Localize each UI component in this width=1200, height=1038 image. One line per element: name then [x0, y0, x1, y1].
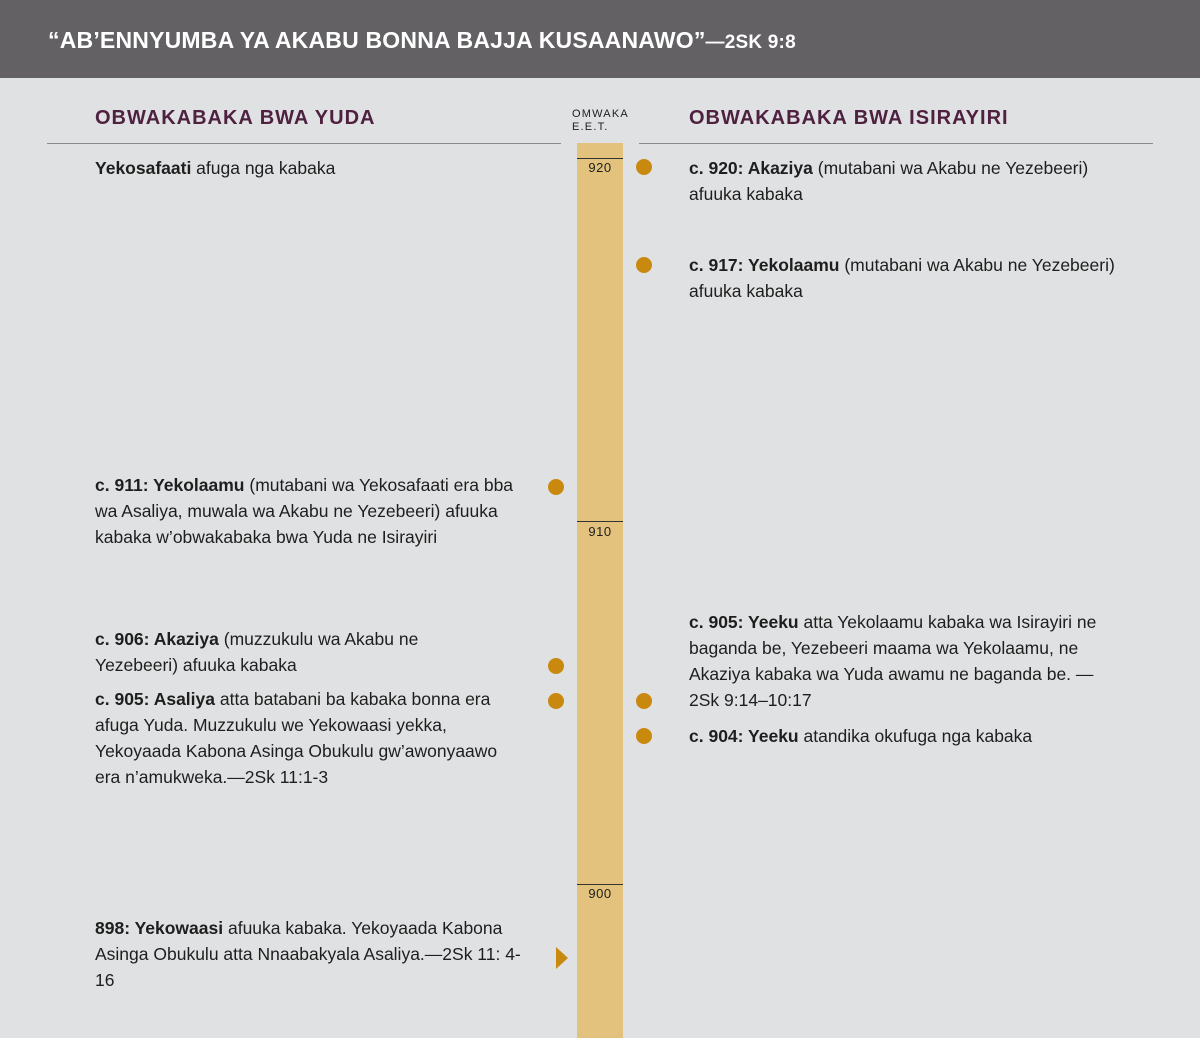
judah-heading: OBWAKABAKA BWA YUDA [95, 107, 376, 129]
title-reference: —2SK 9:8 [705, 32, 796, 53]
israel-event: c. 904: Yeeku atandika okufuga nga kabaka [689, 726, 1033, 746]
judah-event: c. 906: Akaziya (muzzukulu wa Akabu ne Yezebeeri) afuuka kabaka [95, 629, 419, 675]
tick-910 [577, 521, 623, 522]
right-divider [639, 143, 1153, 144]
marker-dot-israel-917 [636, 257, 652, 273]
title-text: “AB’ENNYUMBA YA AKABU BONNA BAJJA KUSAANAWO” [48, 27, 706, 53]
marker-arrow-judah-898 [556, 947, 568, 969]
judah-event: Yekosafaati afuga nga kabaka [95, 158, 336, 178]
marker-dot-israel-905 [636, 693, 652, 709]
year-axis-label [572, 108, 652, 134]
judah-event: c. 905: Asaliya atta batabani ba kabaka bonna era afuga Yuda. Muzzukulu we Yekowaasi yekka, Yekoyaada Kabona Asinga Obukulu gw’awonyaawo era n’amukweka.—2Sk 11:1-3 [95, 689, 498, 787]
judah-event: c. 911: Yekolaamu (mutabani wa Yekosafaati era bba wa Asaliya, muwala wa Akabu ne Yezebeeri) afuuka kabaka w’obwakabaka bwa Yuda ne Isirayiri [95, 475, 514, 547]
marker-dot-judah-905 [548, 693, 564, 709]
tick-920 [577, 158, 623, 159]
marker-dot-judah-911 [548, 479, 564, 495]
tick-label-910: 910 [588, 524, 612, 539]
year-label-line2: E.E.T. [572, 121, 609, 133]
left-divider [47, 143, 561, 144]
israel-heading: OBWAKABAKA BWA ISIRAYIRI [689, 107, 1009, 129]
judah-event: 898: Yekowaasi afuuka kabaka. Yekoyaada Kabona Asinga Obukulu atta Nnaabakyala Asaliya.—2Sk 11: 4-16 [95, 918, 521, 990]
israel-event: c. 905: Yeeku atta Yekolaamu kabaka wa Isirayiri ne baganda be, Yezebeeri maama wa Yekolaamu, ne Akaziya kabaka wa Yuda awamu ne baganda be. —2Sk 9:14–10:17 [689, 612, 1097, 710]
year-label-line1: OMWAKA [572, 108, 629, 120]
tick-label-920: 920 [588, 160, 612, 175]
header-banner [0, 0, 1200, 78]
tick-label-900: 900 [588, 886, 612, 901]
marker-dot-israel-904 [636, 728, 652, 744]
israel-event: c. 917: Yekolaamu (mutabani wa Akabu ne Yezebeeri) afuuka kabaka [689, 255, 1115, 301]
israel-event: c. 920: Akaziya (mutabani wa Akabu ne Yezebeeri) afuuka kabaka [689, 158, 1089, 204]
marker-dot-judah-906 [548, 658, 564, 674]
marker-dot-israel-920 [636, 159, 652, 175]
timeline-bar [577, 143, 623, 1038]
page-title [48, 27, 796, 54]
tick-900 [577, 884, 623, 885]
